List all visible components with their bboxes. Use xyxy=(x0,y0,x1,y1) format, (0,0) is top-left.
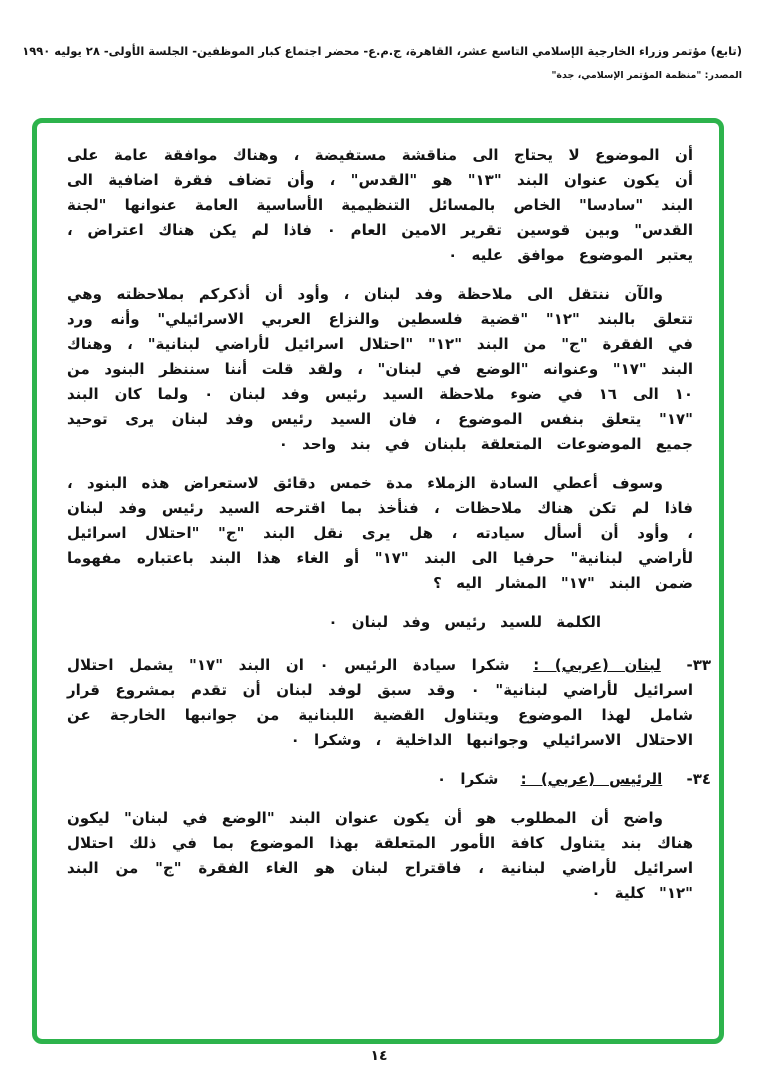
speaker-president: الرئيس (عربي) : xyxy=(520,770,663,788)
numbered-item-33 xyxy=(67,653,711,753)
call-line: الكلمة للسيد رئيس وفد لبنان ٠ xyxy=(328,613,601,631)
paragraph-1: أن الموضوع لا يحتاج الى مناقشة مستفيضة ، وهناك موافقة عامة على أن يكون عنوان البند "١٣" هو "القدس" ، وأن تضاف فقرة اضافية الى البند "سادسا" الخاص بالمسائل التنظيمية الأساسية العامة عنوانها "لجنة القدس" وبين قوسين تقرير الامين العام ٠ فاذا لم يكن هناك اعتراض ، يعتبر الموضوع موافق عليه ٠ xyxy=(67,146,693,264)
item-34-paragraph: واضح أن المطلوب هو أن يكون عنوان البند "الوضع في لبنان" ليكون هناك بند يتناول كافة الأمور المتعلقة بهذا الموضوع بما في ذلك احتلال اسرائيل لأراضي لبنانية ، فاقتراح لبنان هو الغاء الفقرة "ج" من البند "١٢" كلية ٠ xyxy=(67,809,693,902)
item-33-text: شكرا سيادة الرئيس ٠ ان البند "١٧" يشمل احتلال اسرائيل لأراضي لبنانية" ٠ وقد سبق لوفد لبنان أن تقدم بمشروع قرار شامل لهذا الموضوع ويتناول القضية اللبنانية من جوانبها الخارجة عن الاحتلال الاسرائيلي وجوانبها الداخلية ، وشكرا ٠ xyxy=(67,656,693,749)
header-source: المصدر: "منظمة المؤتمر الإسلامي، جدة" xyxy=(551,70,742,81)
document-header xyxy=(16,44,742,81)
item-number-34: ٣٤- xyxy=(686,770,711,788)
page-number: ١٤ xyxy=(370,1048,388,1064)
numbered-item-34 xyxy=(67,767,711,792)
header-title: (تابع) مؤتمر وزراء الخارجية الإسلامي التاسع عشر، القاهرة، ج.م.ع- محضر اجتماع كبار الموظفين- الجلسة الأولى- ٢٨ يوليه ١٩٩٠ xyxy=(22,44,742,58)
item-number-33: ٣٣- xyxy=(686,656,711,674)
paragraph-2: والآن ننتقل الى ملاحظة وفد لبنان ، وأود أن أذكركم بملاحظته وهي تتعلق بالبند "١٢" "قضية فلسطين والنزاع العربي الاسرائيلي" وأنه ورد في الفقرة "ج" من البند "١٢" "احتلال اسرائيل لأراضي لبنانية" ، وهناك البند "١٧" وعنوانه "الوضع في لبنان" ، ولقد قلت أننا سننظر البنود من ١٠ الى ١٦ في ضوء ملاحظة السيد رئيس وفد لبنان ٠ ولما كان البند "١٧" يتعلق بنفس الموضوع ، فان السيد رئيس وفد لبنان يرى توحيد جميع الموضوعات المتعلقة بلبنان في بند واحد ٠ xyxy=(67,285,693,453)
item-34-text: شكرا ٠ xyxy=(437,770,499,788)
speaker-lebanon: لبنان (عربي) : xyxy=(533,656,661,674)
green-frame xyxy=(32,118,724,1044)
paragraph-3: وسوف أعطي السادة الزملاء مدة خمس دقائق لاستعراض هذه البنود ، فاذا لم تكن هناك ملاحظات ، فنأخذ بما اقترحه السيد رئيس وفد لبنان ، وأود أن أسأل سيادته ، هل يرى نقل البند "ج" "احتلال اسرائيل لأراضي لبنانية" حرفيا الى البند "١٧" أو الغاء هذا البند باعتباره مفهوما ضمن البند "١٧" المشار اليه ؟ xyxy=(67,474,693,592)
